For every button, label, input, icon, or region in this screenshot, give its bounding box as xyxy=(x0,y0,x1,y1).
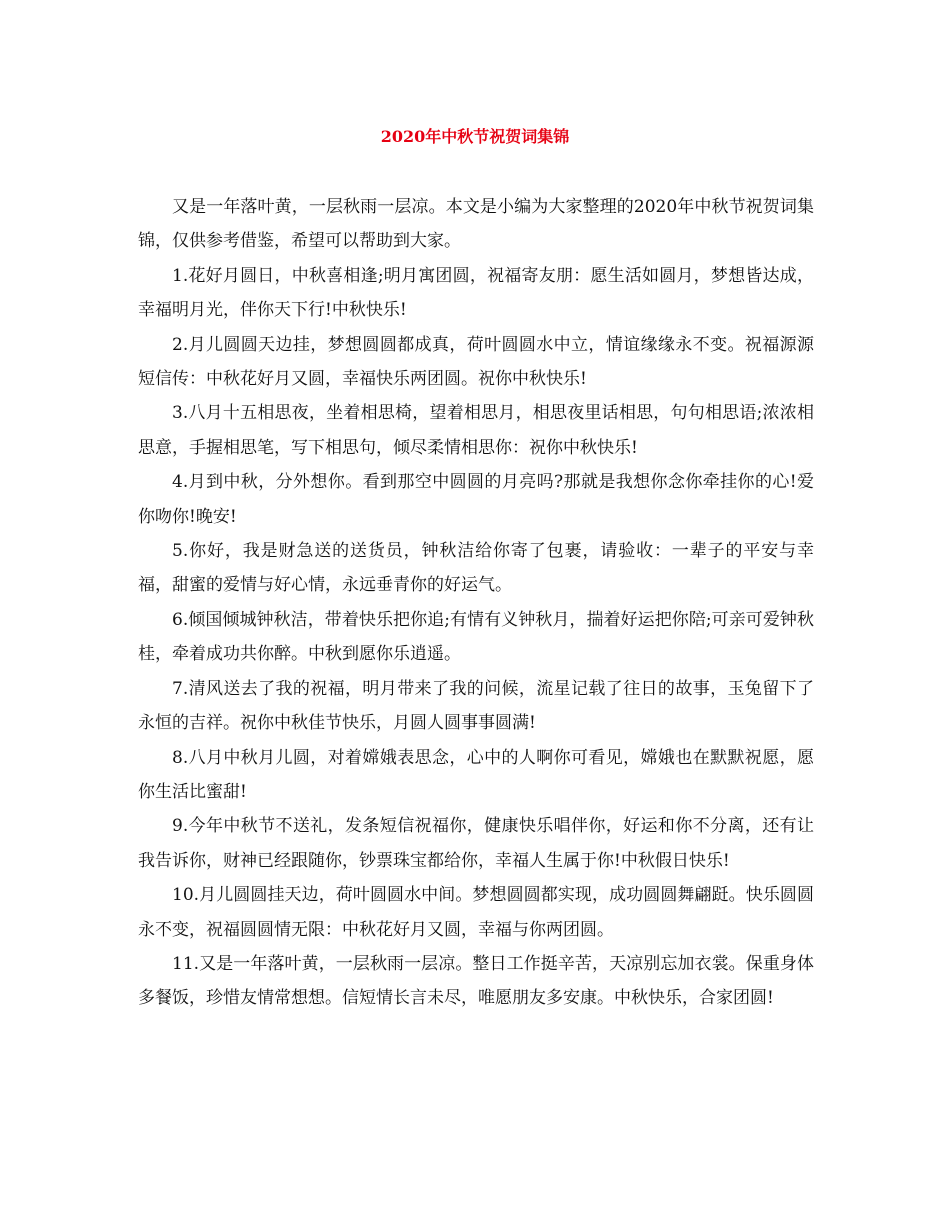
greeting-item-2: 2.月儿圆圆天边挂，梦想圆圆都成真，荷叶圆圆水中立，情谊缘缘永不变。祝福源源短信传：中秋花好月又圆，幸福快乐两团圆。祝你中秋快乐! xyxy=(138,334,814,390)
greeting-item-4: 4.月到中秋，分外想你。看到那空中圆圆的月亮吗?那就是我想你念你牵挂你的心!爱你吻你!晚安! xyxy=(138,472,814,527)
greeting-item-9: 9.今年中秋节不送礼，发条短信祝福你，健康快乐唱伴你，好运和你不分离，还有让我告诉你，财神已经跟随你，钞票珠宝都给你，幸福人生属于你!中秋假日快乐! xyxy=(138,816,814,871)
intro-paragraph: 又是一年落叶黄，一层秋雨一层凉。本文是小编为大家整理的2020年中秋节祝贺词集锦，仅供参考借鉴，希望可以帮助到大家。 xyxy=(138,197,814,252)
greeting-item-6: 6.倾国倾城钟秋洁，带着快乐把你追;有情有义钟秋月，揣着好运把你陪;可亲可爱钟秋桂，牵着成功共你醉。中秋到愿你乐逍遥。 xyxy=(138,609,814,665)
greeting-item-8: 8.八月中秋月儿圆，对着嫦娥表思念，心中的人啊你可看见，嫦娥也在默默祝愿，愿你生活比蜜甜! xyxy=(138,747,814,802)
greeting-item-7: 7.清风送去了我的祝福，明月带来了我的问候，流星记载了往日的故事，玉兔留下了永恒的吉祥。祝你中秋佳节快乐，月圆人圆事事圆满! xyxy=(138,678,814,734)
greeting-item-1: 1.花好月圆日，中秋喜相逢;明月寓团圆，祝福寄友朋：愿生活如圆月，梦想皆达成，幸福明月光，伴你天下行!中秋快乐! xyxy=(138,265,814,321)
greeting-item-3: 3.八月十五相思夜，坐着相思椅，望着相思月，相思夜里话相思，句句相思语;浓浓相思意，手握相思笔，写下相思句，倾尽柔情相思你：祝你中秋快乐! xyxy=(138,403,814,458)
document-body xyxy=(138,190,814,1016)
greeting-item-11: 11.又是一年落叶黄，一层秋雨一层凉。整日工作挺辛苦，天凉别忘加衣裳。保重身体多餐饭，珍惜友情常想想。信短情长言未尽，唯愿朋友多安康。中秋快乐，合家团圆! xyxy=(138,953,814,1009)
greeting-item-10: 10.月儿圆圆挂天边，荷叶圆圆水中间。梦想圆圆都实现，成功圆圆舞翩跹。快乐圆圆永不变，祝福圆圆情无限：中秋花好月又圆，幸福与你两团圆。 xyxy=(138,885,814,940)
greeting-item-5: 5.你好，我是财急送的送货员，钟秋洁给你寄了包裹，请验收：一辈子的平安与幸福，甜蜜的爱情与好心情，永远垂青你的好运气。 xyxy=(138,541,814,596)
document-title: 2020年中秋节祝贺词集锦 xyxy=(380,127,570,146)
